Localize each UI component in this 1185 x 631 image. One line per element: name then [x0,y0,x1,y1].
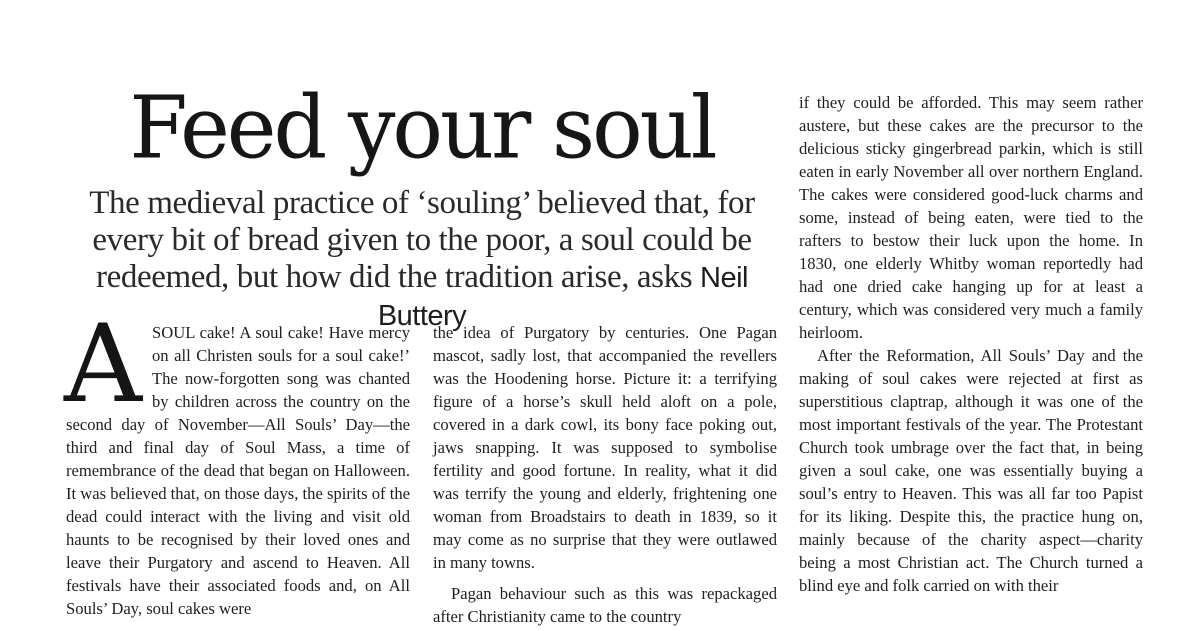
column2-paragraph-2: Pagan behaviour such as this was repackaged after Christianity came to the country [433,584,777,626]
author-byline: Neil Buttery [377,262,748,332]
column2-paragraph-1: the idea of Purgatory by centuries. One Pagan mascot, sadly lost, that accompanied the revellers was the Hoodening horse. Picture it: a terrifying figure of a horse’s skull held aloft on a pole, covered in a dark cowl, its bony face poking out, jaws snapping. It was supposed to symbolise fertility and good fortune. In reality, what it did was terrify the young and elderly, frightening one woman from Broadstairs to death in 1839, so it may come as no surprise that they were outlawed in many towns. [433,323,777,572]
drop-cap: A [64,302,142,427]
column1-paragraph-1: SOUL cake! A soul cake! Have mercy on all Christen souls for a soul cake!’ The now-forgotten song was chanted by children across the country on the second day of November—All Souls’ Day—the third and final day of Soul Mass, a time of remembrance of the dead that began on Halloween. It was believed that, on those days, the spirits of the dead could interact with the living and visit old haunts to be recognised by their loved ones and leave their Purgatory and ascend to Heaven. All festivals have their associated foods and, on All Souls’ Day, soul cakes were [66,323,410,618]
article-standfirst [62,185,782,335]
body-column-2 [433,321,777,628]
body-column-1 [64,302,410,620]
column3-paragraph-2: After the Reformation, All Souls’ Day and the making of soul cakes were rejected at first as superstitious claptrap, although it was one of the most important festivals of the year. The Protestant Church took umbrage over the fact that, in being given a soul cake, one was essentially buying a soul’s entry to Heaven. This was all far too Papist for its liking. Despite this, the practice hung on, mainly because of the charity aspect—charity being a most Christian act. The Church turned a blind eye and folk carried on with their [799,346,1143,595]
article-headline: Feed your soul [129,78,715,178]
standfirst-text: The medieval practice of ‘souling’ believed that, for every bit of bread given to the poor, a soul could be redeemed, but how did the tradition arise, asks [89,185,755,295]
column3-paragraph-1: if they could be afforded. This may seem rather austere, but these cakes are the precursor to the delicious sticky gingerbread parkin, which is still eaten in early November all over northern England. The cakes were considered good-luck charms and some, instead of being eaten, were tied to the rafters to bestow their luck upon the home. In 1830, one elderly Whitby woman reportedly had had one dried cake hanging up for at least a century, which was considered very much a family heirloom. [799,93,1143,342]
body-column-3 [799,91,1143,597]
